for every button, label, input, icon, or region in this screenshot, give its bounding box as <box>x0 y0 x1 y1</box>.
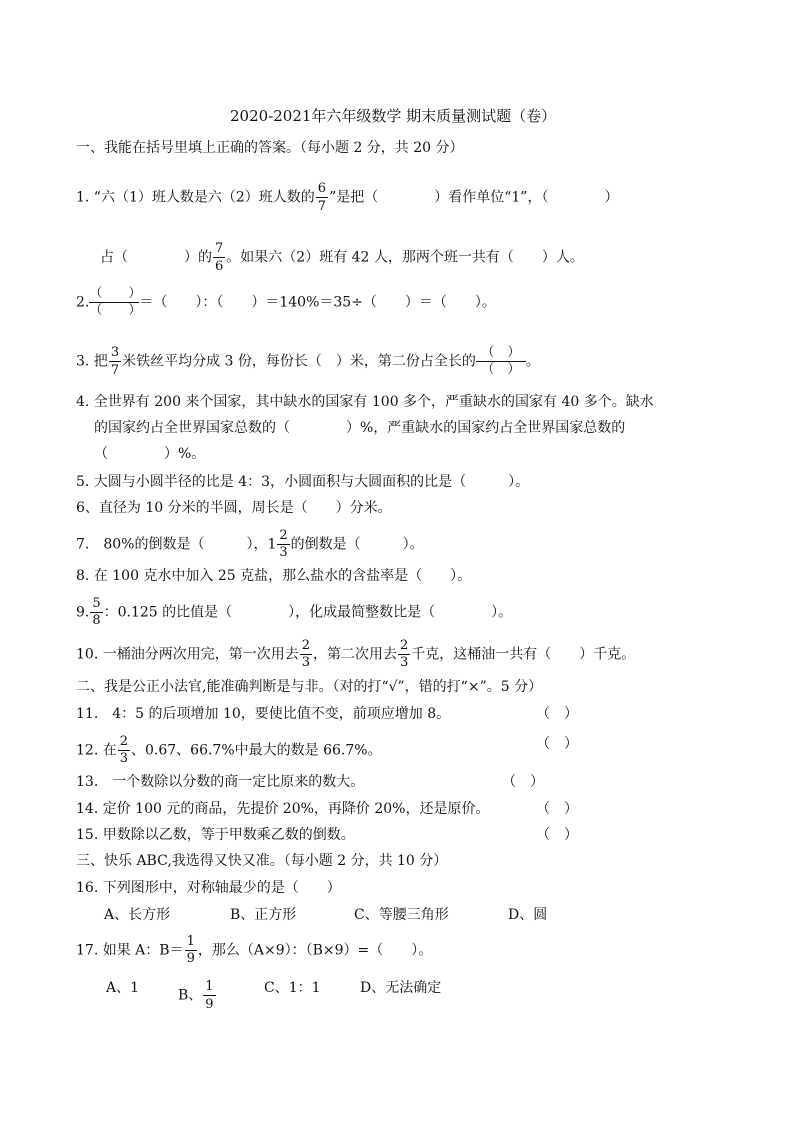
q12-answer-paren: （ ） <box>536 736 578 752</box>
question-12 <box>76 734 794 767</box>
q2-blank-fraction: （ ） （ ） <box>89 286 142 318</box>
q17-option-d: D、无法确定 <box>360 980 442 996</box>
q13-answer-paren: （ ） <box>502 774 544 790</box>
q1-text-d: 。如果六（2）班有 42 人，那两个班一共有（ ）人。 <box>226 249 584 266</box>
fraction-6-7: $\frac{6}{7}$ <box>317 181 327 214</box>
q7-text-a: 7. 80%的倒数是（ ），1 <box>76 536 277 553</box>
question-6: 6、直径为 10 分米的半圆，周长是（ ）分米。 <box>76 500 392 516</box>
fraction-1-9-option: $\frac{1}{9}$ <box>205 979 214 1012</box>
fraction-2-3-second: $\frac{2}{3}$ <box>400 638 409 670</box>
fraction-2-3-first: $\frac{2}{3}$ <box>301 638 310 670</box>
question-2 <box>76 286 794 319</box>
q3-blank-fraction: （ ） （ ） <box>476 345 526 378</box>
q17-option-b-prefix: B、 <box>178 987 203 1004</box>
fraction-3-7: $\frac{3}{7}$ <box>110 345 120 378</box>
question-8: 8. 在 100 克水中加入 25 克盐，那么盐水的含盐率是（ ）。 <box>76 568 472 584</box>
q10-text-c: 千克，这桶油一共有（ ）千克。 <box>411 646 636 663</box>
q16-option-d: D、圆 <box>508 907 548 923</box>
question-17 <box>76 934 794 967</box>
question-7 <box>76 528 794 561</box>
fraction-2-3-q12: $\frac{2}{3}$ <box>119 734 128 766</box>
q17-text-b: ，那么（A×9）：（B×9）=（ ）。 <box>197 942 433 959</box>
q2-rest: ＝（ ）：（ ）＝140%＝35÷（ ）＝（ ）。 <box>139 294 496 311</box>
q1-text-c: 占（ ）的 <box>100 249 212 266</box>
question-14: 14. 定价 100 元的商品，先提价 20%，再降价 20%，还是原价。 <box>76 801 490 817</box>
question-3 <box>76 344 794 379</box>
q10-text-a: 10. 一桶油分两次用完，第一次用去 <box>76 646 299 663</box>
q3-text-c: 。 <box>525 353 540 370</box>
question-1-line-1 <box>76 180 794 215</box>
q3-text-a: 3. 把 <box>76 353 108 370</box>
question-11: 11. 4：5 的后项增加 10，要使比值不变，前项应增加 8。 <box>76 706 451 722</box>
q14-answer-paren: （ ） <box>536 801 578 817</box>
question-9 <box>76 596 794 629</box>
q9-text-a: 9. <box>76 604 90 621</box>
q7-text-b: 的倒数是（ ）。 <box>290 536 424 553</box>
q3-text-b: 米铁丝平均分成 3 份，每份长（ ）米，第二份占全长的 <box>122 353 476 370</box>
section-3-heading: 三、快乐 ABC,我选得又快又准。（每小题 2 分，共 10 分） <box>76 853 448 869</box>
q10-text-b: ，第二次用去 <box>313 646 397 663</box>
question-4-line-3: （ ）%。 <box>94 446 206 462</box>
section-1-heading: 一、我能在括号里填上正确的答案。（每小题 2 分，共 20 分） <box>76 140 464 156</box>
q16-option-b: B、正方形 <box>230 907 297 923</box>
q1-text-a: 1. “六（1）班人数是六（2）班人数的 <box>76 189 315 206</box>
fraction-7-6: $\frac{7}{6}$ <box>215 241 224 274</box>
fraction-2-3: $\frac{2}{3}$ <box>279 528 288 560</box>
q1-text-b: ”是把（ ）看作单位“1”，（ ） <box>329 189 619 206</box>
q12-text-b: 、0.67、66.7%中最大的数是 66.7%。 <box>131 742 382 759</box>
question-10 <box>76 638 794 671</box>
question-1-line-2 <box>100 240 794 275</box>
question-5: 5. 大圆与小圆半径的比是 4：3，小圆面积与大圆面积的比是（ ）。 <box>76 474 530 490</box>
q2-prefix: 2. <box>76 294 90 311</box>
q12-text-a: 12. 在 <box>76 742 117 759</box>
q16-option-c: C、等腰三角形 <box>354 907 449 923</box>
fraction-5-8: $\frac{5}{8}$ <box>92 596 101 628</box>
q17-option-a: A、1 <box>106 980 140 996</box>
fraction-1-9: $\frac{1}{9}$ <box>186 934 195 966</box>
q17-option-b <box>178 978 217 1013</box>
q16-option-a: A、长方形 <box>104 907 171 923</box>
question-16: 16. 下列图形中，对称轴最少的是（ ） <box>76 880 341 896</box>
question-4-line-2: 的国家约占全世界国家总数的（ ）%，严重缺水的国家约占全世界国家总数的 <box>94 420 626 436</box>
q15-answer-paren: （ ） <box>536 827 578 843</box>
page-title: 2020-2021年六年级数学 期末质量测试题（卷） <box>230 107 557 125</box>
q17-text-a: 17. 如果 A：B＝ <box>76 942 184 959</box>
question-15: 15. 甲数除以乙数，等于甲数乘乙数的倒数。 <box>76 827 355 843</box>
q9-text-b: ：0.125 的比值是（ ），化成最简整数比是（ ）。 <box>103 604 513 621</box>
question-4-line-1: 4. 全世界有 200 来个国家，其中缺水的国家有 100 多个，严重缺水的国家有 40 多个。缺水 <box>76 394 654 410</box>
section-2-heading: 二、我是公正小法官,能准确判断是与非。（对的打“√”，错的打“×”。5 分） <box>76 679 543 695</box>
q17-option-c: C、1：1 <box>264 980 321 996</box>
q11-answer-paren: （ ） <box>536 706 578 722</box>
question-13: 13. 一个数除以分数的商一定比原来的数大。 <box>76 774 365 790</box>
